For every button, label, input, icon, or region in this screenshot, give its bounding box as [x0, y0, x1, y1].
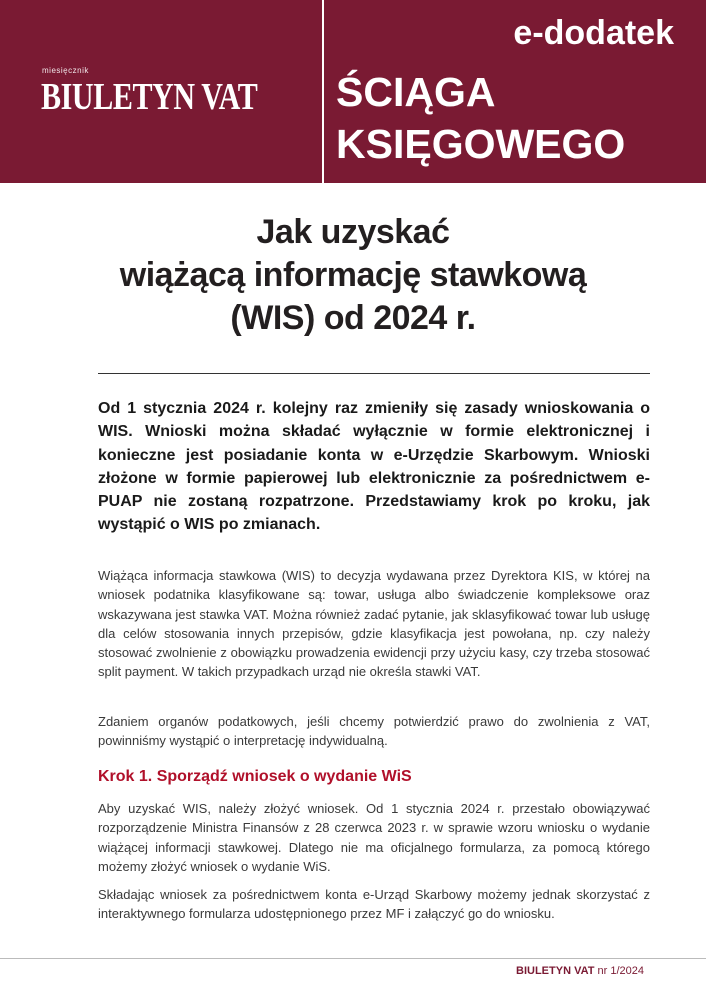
footer-issue: nr 1/2024 [597, 965, 644, 977]
series-title-line2: KSIĘGOWEGO [336, 121, 626, 167]
body-paragraph-1: Wiążąca informacja stawkowa (WIS) to decyzja wydawana przez Dyrektora KIS, w której na wniosek podatnika klasyfikowane są: towar, usługa albo świadczenie kompleksowe oraz wskazywana jest stawka VAT. Można również zadać pytanie, jak sklasyfikować towar lub usługę dla celów stosowania innych przepisów, gdzie klasyfikacja jest powołana, np. czy należy stosować zwolnienie z obowiązku prowadzenia ewidencji przy użyciu kasy, czy trzeba stosować split payment. W takich przypadkach urząd nie określa stawki VAT. [98, 568, 650, 680]
article-title [60, 211, 646, 340]
footer-divider [0, 958, 706, 959]
page-footer [516, 965, 644, 977]
article-title-line1: Jak uzyskać [256, 213, 450, 251]
header-divider [322, 0, 324, 183]
article-title-line3: (WIS) od 2024 r. [230, 299, 476, 337]
brand-logo: BIULETYN VAT [41, 76, 258, 118]
footer-publication: BIULETYN VAT [516, 965, 595, 977]
article-lead: Od 1 stycznia 2024 r. kolejny raz zmieniły się zasady wnioskowania o WIS. Wnioski można składać wyłącznie w formie elektronicznej i konieczne jest posiadanie konta w e-Urzędzie Skarbowym. Wnioski złożone w formie papierowej lub elektronicznie za pośrednictwem e-PUAP nie zostaną rozpatrzone. Przedstawiamy krok po kroku, jak wystąpić o WIS po zmianach. [98, 400, 650, 534]
step1-heading: Krok 1. Sporządź wniosek o wydanie WiS [98, 768, 412, 785]
body-paragraph-2: Zdaniem organów podatkowych, jeśli chcemy potwierdzić prawo do zwolnienia z VAT, powinniśmy wystąpić o interpretację indywidualną. [98, 714, 650, 749]
monthly-label: miesięcznik [42, 66, 89, 75]
title-divider [98, 373, 650, 374]
series-title [336, 66, 625, 170]
step1-paragraph-2: Składając wniosek za pośrednictwem konta e-Urząd Skarbowy możemy jednak skorzystać z interaktywnego formularza udostępnionego przez MF i załączyć go do wniosku. [98, 887, 650, 922]
series-title-line1: ŚCIĄGA [336, 69, 496, 115]
step1-paragraph-1: Aby uzyskać WIS, należy złożyć wniosek. Od 1 stycznia 2024 r. przestało obowiązywać rozporządzenie Ministra Finansów z 28 czerwca 2023 r. w sprawie wzoru wniosku o wydanie wiążącej informacji stawkowej. Dlatego nie ma oficjalnego formularza, za pomocą którego możemy złożyć wniosek o wydanie WiS. [98, 801, 650, 874]
header-band [0, 0, 706, 183]
supplement-label: e-dodatek [513, 14, 674, 52]
article-title-line2: wiążącą informację stawkową [119, 256, 587, 294]
